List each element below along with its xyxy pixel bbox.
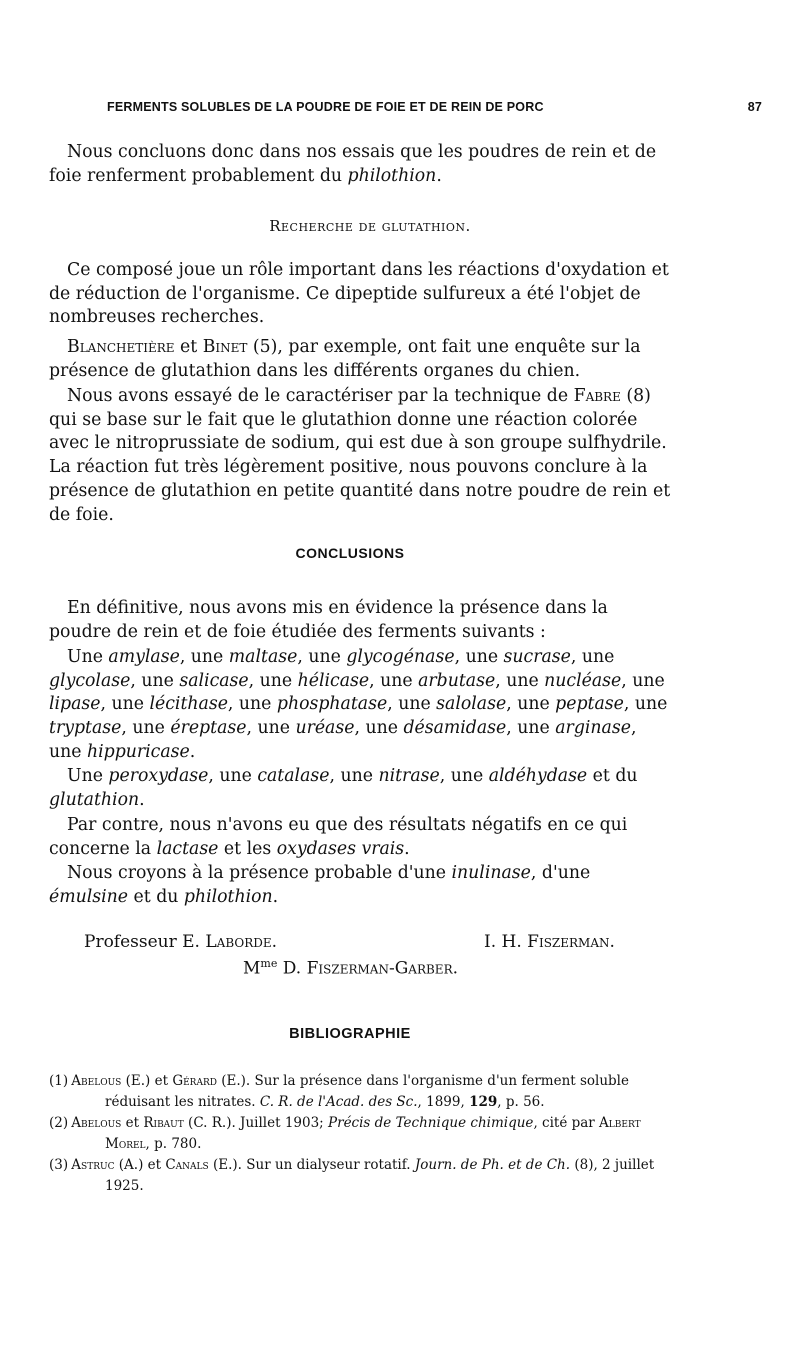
bibliography-entry-3: (3) Astruc (A.) et Canals (E.). Sur un dialyseur rotatif. Journ. de Ph. et de Ch. (8), 2 juillet 1925.	[49, 1157, 655, 1194]
paragraph-oxidases-present: Une peroxydase, une catalase, une nitrase, une aldéhydase et du glutathion.	[49, 766, 638, 810]
signature-fiszerman: I. H. Fiszerman.	[484, 932, 615, 952]
paragraph-ferments-list-intro: En définitive, nous avons mis en évidence la présence dans la poudre de rein et de foie étudiée des ferments suivants :	[49, 598, 608, 642]
running-head-title: FERMENTS SOLUBLES DE LA POUDRE DE FOIE ET DE REIN DE PORC	[107, 100, 544, 114]
bibliography-entry-1: (1) Abelous (E.) et Gérard (E.). Sur la présence dans l'organisme d'un ferment soluble réduisant les nitrates. C. R. de l'Acad. des Sc., 1899, 129, p. 56.	[49, 1073, 629, 1110]
paragraph-probable-presence: Nous croyons à la présence probable d'une inulinase, d'une émulsine et du philothion.	[49, 863, 591, 907]
section-heading-glutathion: Recherche de glutathion.	[269, 217, 471, 235]
paragraph-blanchetiere-binet: Blanchetière et Binet (5), par exemple, ont fait une enquête sur la présence de glutathion dans les différents organes du chien.	[49, 337, 641, 381]
section-heading-conclusions: CONCLUSIONS	[295, 545, 405, 561]
paragraph-fabre-technique: Nous avons essayé de le caractériser par la technique de Fabre (8) qui se base sur le fait que le glutathion donne une réaction colorée avec le nitroprussiate de sodium, qui est due à son groupe sulfhydrile. La réaction fut très légèrement positive, nous pouvons conclure à la présence de glutathion en petite quantité dans notre poudre de rein et de foie.	[49, 386, 671, 525]
signature-fiszerman-garber: $M^{me}$ D. Fiszerman-Garber.	[243, 957, 459, 979]
running-head	[107, 100, 762, 114]
bibliography-entry-2: (2) Abelous et Ribaut (C. R.). Juillet 1903; Précis de Technique chimique, cité par Albert Morel, p. 780.	[49, 1115, 641, 1152]
paragraph-negative-results: Par contre, nous n'avons eu que des résultats négatifs en ce qui concerne la lactase et les oxydases vrais.	[49, 815, 628, 859]
bibliography-list	[49, 1071, 675, 1197]
paragraph-glutathion-intro: Ce composé joue un rôle important dans les réactions d'oxydation et de réduction de l'organisme. Ce dipeptide sulfureux a été l'objet de nombreuses recherches.	[49, 260, 669, 328]
paragraph-enzymes-present: Une amylase, une maltase, une glycogénase, une sucrase, une glycolase, une salicase, une hélicase, une arbutase, une nucléase, une lipase, une lécithase, une phosphatase, une salolase, une peptase, une tryptase, une éreptase, une uréase, une désamidase, une arginase, une hippuricase.	[49, 647, 668, 762]
paragraph-philothion-conclusion: Nous concluons donc dans nos essais que les poudres de rein et de foie renferment probablement du philothion.	[49, 142, 657, 186]
section-heading-bibliographie: BIBLIOGRAPHIE	[289, 1026, 411, 1042]
page-number: 87	[747, 100, 762, 114]
signature-laborde: Professeur E. Laborde.	[84, 932, 278, 952]
